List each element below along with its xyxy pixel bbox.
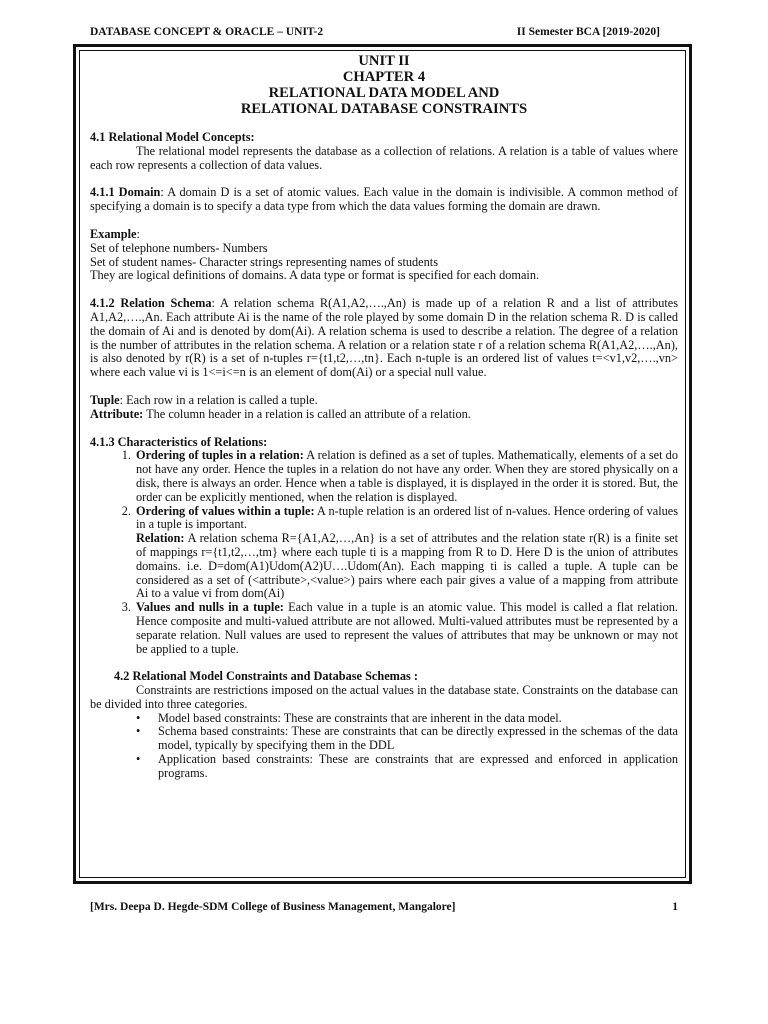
section-4-1-2 bbox=[90, 297, 678, 380]
relation-schema-term: 4.1.2 Relation Schema bbox=[90, 296, 212, 311]
chapter-number: CHAPTER 4 bbox=[342, 69, 426, 85]
title-line-2: RELATIONAL DATABASE CONSTRAINTS bbox=[240, 101, 528, 117]
example-line-1: Set of telephone numbers- Numbers bbox=[90, 240, 268, 255]
domain-text: : A domain D is a set of atomic values. Each value in the domain is indivisible. A common method of specifying a domain is to specify a data type from which the data values forming the domain are drawn. bbox=[90, 185, 678, 214]
header-left: DATABASE CONCEPT & ORACLE – UNIT-2 bbox=[90, 26, 324, 38]
section-4-1-heading: 4.1 Relational Model Concepts: bbox=[90, 130, 255, 144]
page-footer bbox=[90, 901, 678, 913]
bullet-icon: • bbox=[136, 724, 141, 739]
bullet-icon: • bbox=[136, 710, 141, 725]
relation-schema-text: : A relation schema R(A1,A2,….,An) is made up of a relation R and a list of attributes A1,A2,….,An. Each attribute Ai is the name of the role played by some domain D in the relation schema R. D is called the domain of Ai and is denoted by dom(Ai). A relation schema is used to describe a relation. The degree of a relation is the number of attributes in the relation schema. A relation or a relation state r of a relation schema R(A1,A2,….,An), is also denoted by r(R) is a set of n-tuples r={t1,t2,…,tn}. Each n-tuple is an ordered list of values t=<v1,v2,….,vn> where each value vi is 1<=i<=n is an element of dom(Ai) or a special null value. bbox=[90, 296, 678, 380]
attribute-definition: Attribute: The column header in a relation is called an attribute of a relation. bbox=[90, 406, 471, 421]
characteristics-list bbox=[90, 449, 678, 656]
constraints-list bbox=[90, 712, 678, 781]
example-heading: Example: bbox=[90, 226, 140, 241]
list-item: 1. Ordering of tuples in a relation: A relation is defined as a set of tuples. Mathematically, elements of a set do not have any order. Hence the tuples in a relation do not have any order. When they are stored physically on a disk, there is always an order. Hence when a table is displayed, it is displayed in the order it is stored. But, the order can be explicitly mentioned, when the relation is displayed. bbox=[134, 449, 678, 504]
list-item: • Model based constraints: These are constraints that are inherent in the data model. bbox=[136, 710, 562, 725]
footer-author: [Mrs. Deepa D. Hegde-SDM College of Business Management, Mangalore] bbox=[90, 901, 456, 913]
section-4-1-text: The relational model represents the database as a collection of relations. A relation is a table of values where each row represents a collection of data values. bbox=[90, 143, 678, 172]
chapter-title bbox=[90, 53, 678, 117]
page-number: 1 bbox=[672, 901, 678, 913]
bullet-icon: • bbox=[136, 752, 141, 767]
example-line-2: Set of student names- Character strings representing names of students bbox=[90, 254, 438, 269]
section-4-1-3-heading: 4.1.3 Characteristics of Relations: bbox=[90, 434, 268, 449]
relation-definition: Relation: A relation schema R={A1,A2,…,An} is a set of attributes and the relation state r(R) is a finite set of mappings r={t1,t2,…,tm} where each tuple ti is a mapping from R to D. Here D is the union of attributes domains. i.e. D=dom(A1)Udom(A2)U….Udom(An). Each mapping ti is called a tuple. A tuple can be considered as a set of (<attribute>,<value>) pairs where each pair gives a value of a mapping from attribute Ai to a value vi from dom(Ai) bbox=[136, 531, 678, 601]
list-item: • Application based constraints: These are constraints that are expressed and enforced in application programs. bbox=[136, 752, 678, 780]
section-4-2-heading: 4.2 Relational Model Constraints and Database Schemas : bbox=[114, 669, 419, 684]
section-4-2-text: Constraints are restrictions imposed on the actual values in the database state. Constraints on the database can be divided into three categories. bbox=[90, 683, 678, 711]
page-content bbox=[90, 53, 678, 781]
page-header bbox=[90, 26, 660, 38]
tuple-definition: Tuple: Each row in a relation is called a tuple. bbox=[90, 392, 318, 407]
title-line-1: RELATIONAL DATA MODEL AND bbox=[268, 85, 500, 101]
list-item: • Schema based constraints: These are constraints that can be directly expressed in the schemas of the data model, typically by specifying them in the DDL bbox=[136, 724, 678, 753]
header-right: II Semester BCA [2019-2020] bbox=[516, 26, 660, 38]
section-4-1-1 bbox=[90, 186, 678, 214]
unit-title: UNIT II bbox=[358, 53, 410, 69]
list-item: 3. Values and nulls in a tuple: Each value in a tuple is an atomic value. This model is called a flat relation. Hence composite and multi-valued attribute are not allowed. Multi-valued attributes must be represented by a separate relation. Null values are used to represent the values of attributes that may be unknown or may not be applied to a tuple. bbox=[134, 601, 678, 656]
list-item: 2. Ordering of values within a tuple: A n-tuple relation is an ordered list of n-values. Hence ordering of values in a tuple is important. Relation: A relation schema R={A1,A2,…,An} is a set of attributes and the relation state r(R) is a finite set of mappings r={t1,t2,…,tm} where each tuple ti is a mapping from R to D. Here D is the union of attributes domains. i.e. D=dom(A1)Udom(A2)U….Udom(An). Each mapping ti is called a tuple. A tuple can be considered as a set of (<attribute>,<value>) pairs where each pair gives a value of a mapping from attribute Ai to a value vi from dom(Ai) bbox=[134, 505, 678, 602]
example-line-3: They are logical definitions of domains. A data type or format is specified for each domain. bbox=[90, 268, 540, 283]
domain-term: 4.1.1 Domain bbox=[90, 185, 161, 200]
